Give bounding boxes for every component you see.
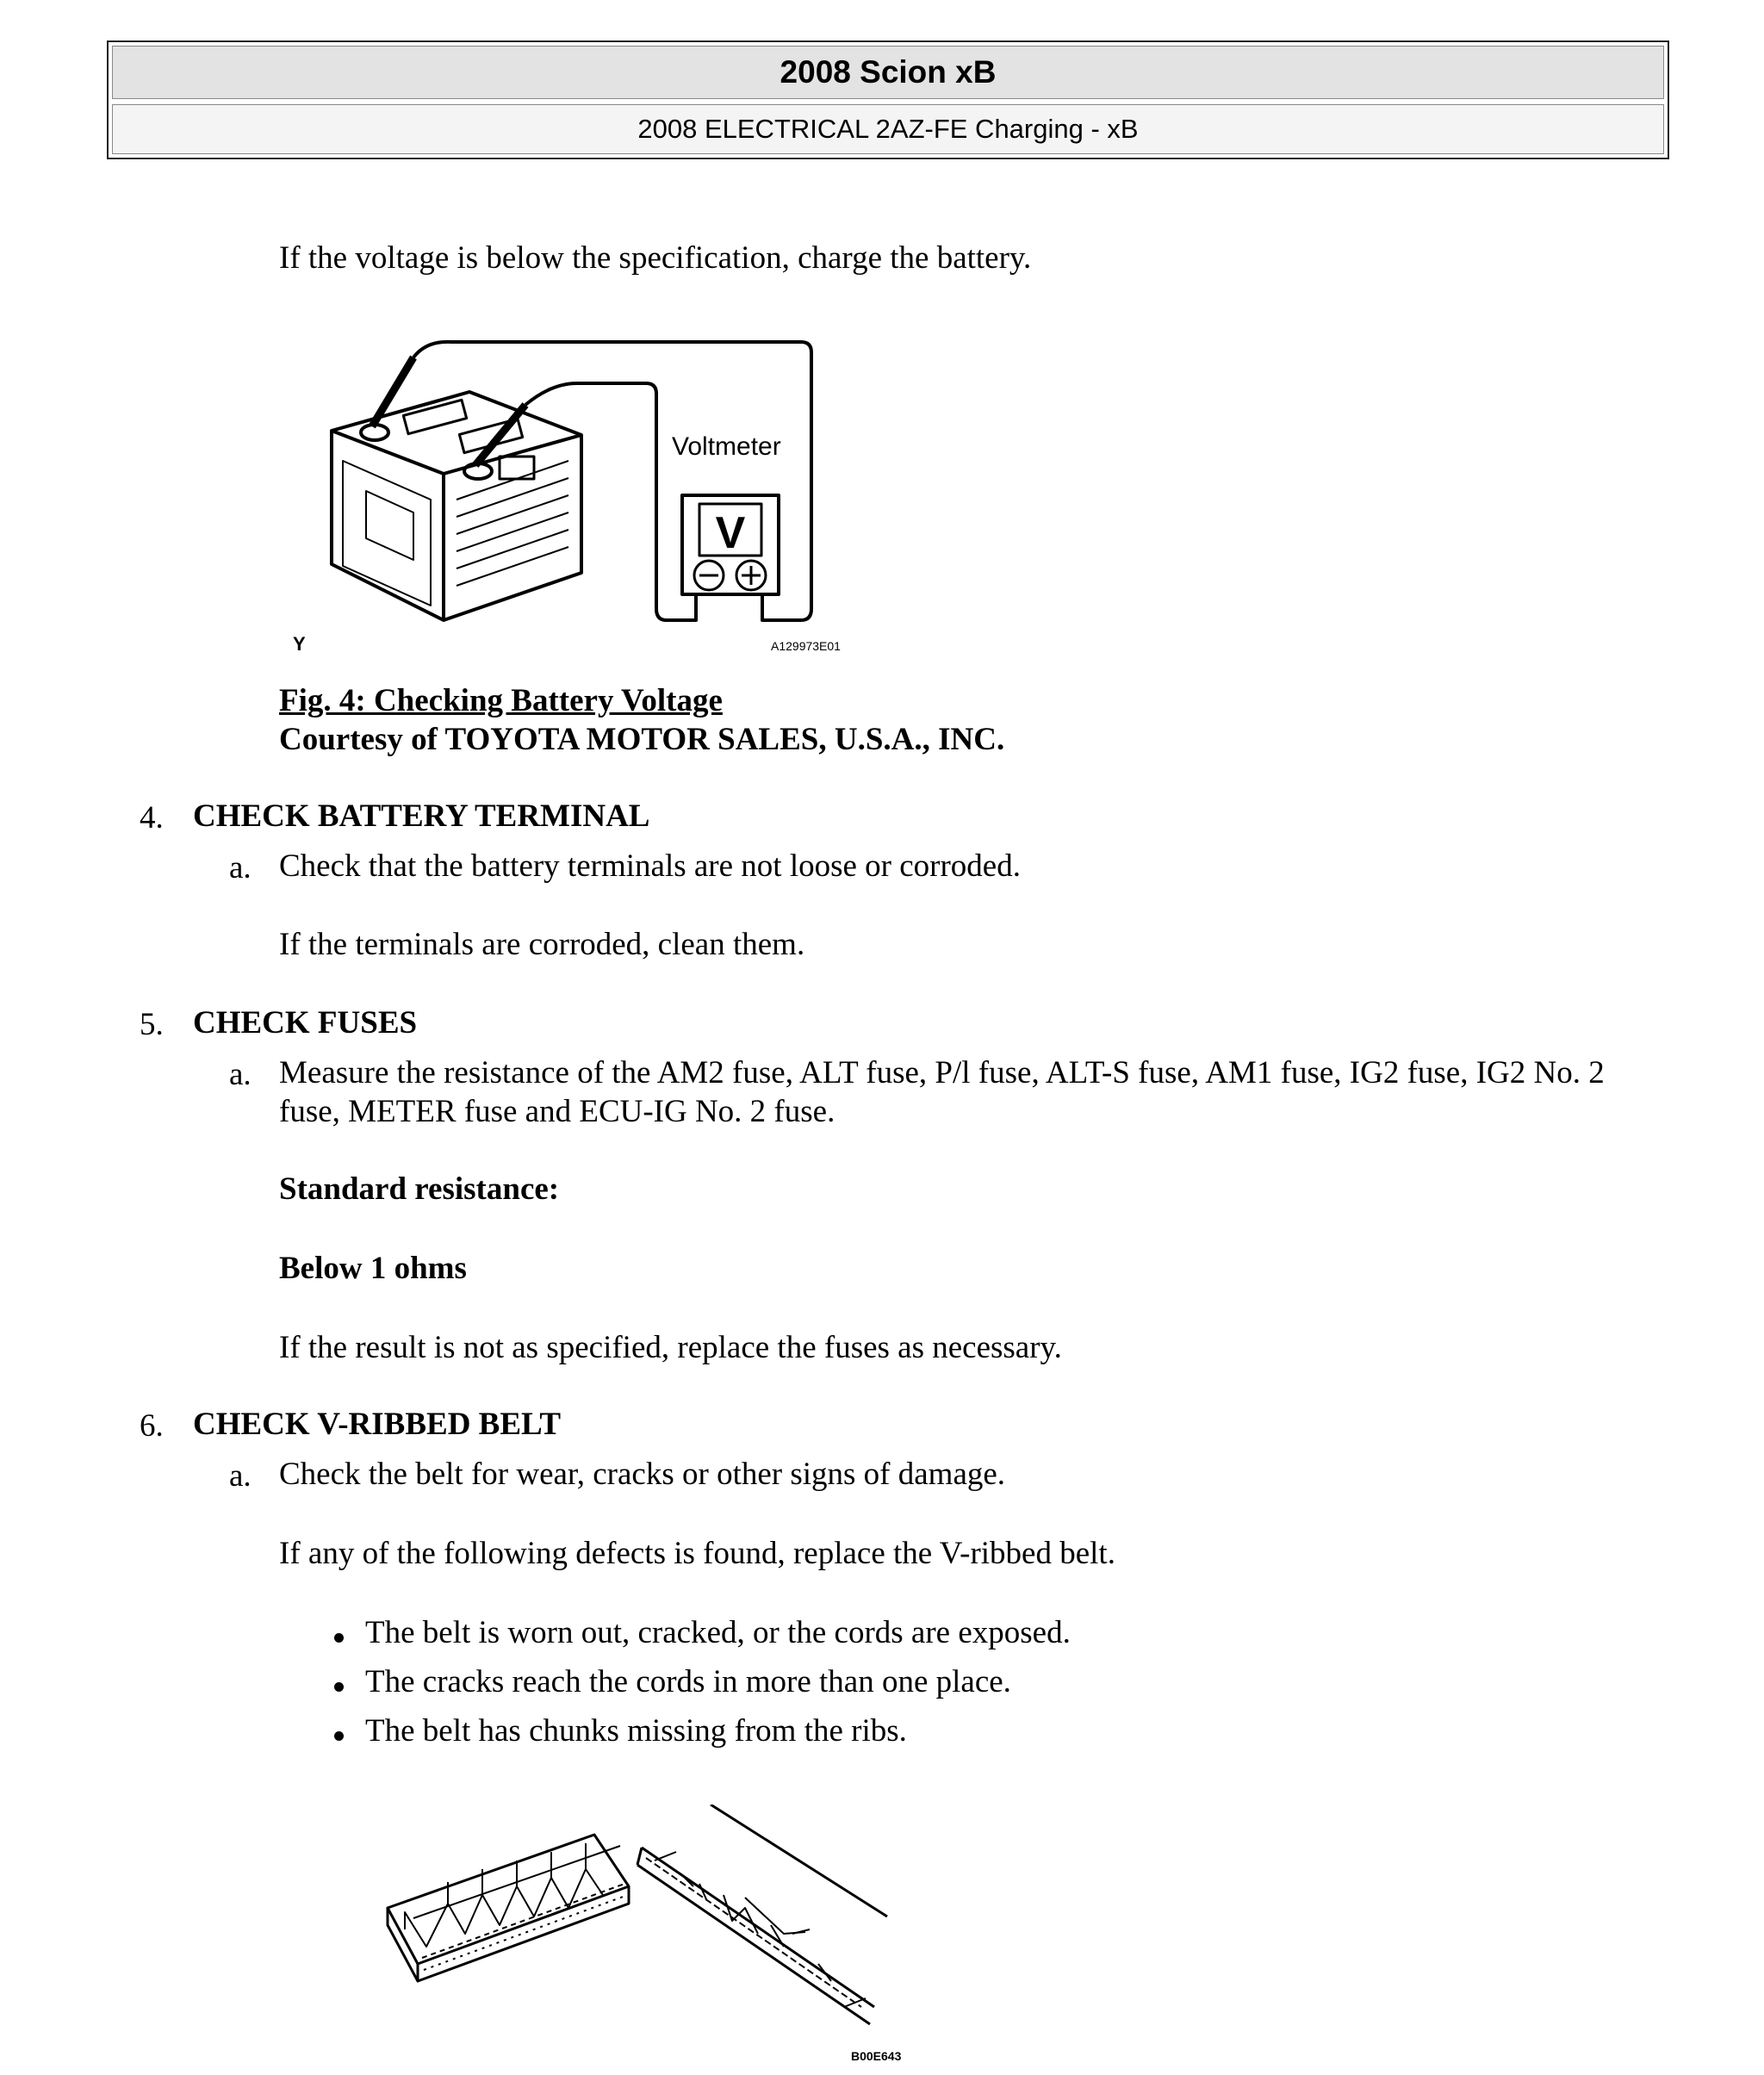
figure-caption: Fig. 4: Checking Battery Voltage <box>279 683 723 718</box>
document-subtitle: 2008 ELECTRICAL 2AZ-FE Charging - xB <box>112 104 1664 154</box>
step-5-number: 5. <box>140 1007 164 1042</box>
belt-figure-code: B00E643 <box>851 2049 902 2063</box>
voltmeter-label: Voltmeter <box>672 432 781 461</box>
battery-illustration <box>332 392 581 620</box>
step-5a-letter: a. <box>229 1057 252 1092</box>
defect-list-item: The belt is worn out, cracked, or the cords are exposed. <box>365 1615 1071 1650</box>
step-4a-text: Check that the battery terminals are not loose or corroded. <box>279 848 1021 884</box>
step-4-title: CHECK BATTERY TERMINAL <box>193 798 650 834</box>
spec-value: Below 1 ohms <box>279 1251 467 1286</box>
figure-corner-mark: Y <box>293 633 306 655</box>
defect-list-item: The belt has chunks missing from the ribs. <box>365 1713 907 1749</box>
step-5-note: If the result is not as specified, replace the fuses as necessary. <box>279 1330 1062 1365</box>
spec-label: Standard resistance: <box>279 1171 560 1207</box>
bullet-dot <box>334 1682 344 1692</box>
figure-code: A129973E01 <box>771 639 841 653</box>
step-6-title: CHECK V-RIBBED BELT <box>193 1407 561 1442</box>
probe-leads <box>372 342 811 620</box>
document-header <box>107 40 1669 159</box>
figure-courtesy: Courtesy of TOYOTA MOTOR SALES, U.S.A., INC. <box>279 722 1005 757</box>
step-4-note: If the terminals are corroded, clean them. <box>279 927 805 962</box>
step-4-number: 4. <box>140 800 164 836</box>
step-6a-letter: a. <box>229 1458 252 1494</box>
worn-belt-illustration <box>388 1835 629 1981</box>
battery-voltage-figure <box>293 332 879 659</box>
step-5a-text: Measure the resistance of the AM2 fuse, ALT fuse, P/l fuse, ALT-S fuse, AM1 fuse, IG2 fuse, IG2 No. 2 fuse, METER fuse and ECU-IG No. 2 fuse. <box>279 1055 1605 1129</box>
step-6a-text: Check the belt for wear, cracks or other signs of damage. <box>279 1457 1006 1492</box>
v-ribbed-belt-figure <box>379 1805 930 2075</box>
step-5-title: CHECK FUSES <box>193 1005 418 1041</box>
bullet-dot <box>334 1731 344 1741</box>
meter-letter: V <box>715 508 746 558</box>
step-6-note: If any of the following defects is found, replace the V-ribbed belt. <box>279 1536 1115 1571</box>
step-6-number: 6. <box>140 1408 164 1444</box>
step-4a-letter: a. <box>229 850 252 885</box>
defect-list-item: The cracks reach the cords in more than one place. <box>365 1664 1011 1699</box>
cracked-belt-illustration <box>637 1805 887 2024</box>
intro-text: If the voltage is below the specification, charge the battery. <box>279 240 1032 276</box>
document-title: 2008 Scion xB <box>112 46 1664 99</box>
bullet-dot <box>334 1633 344 1643</box>
